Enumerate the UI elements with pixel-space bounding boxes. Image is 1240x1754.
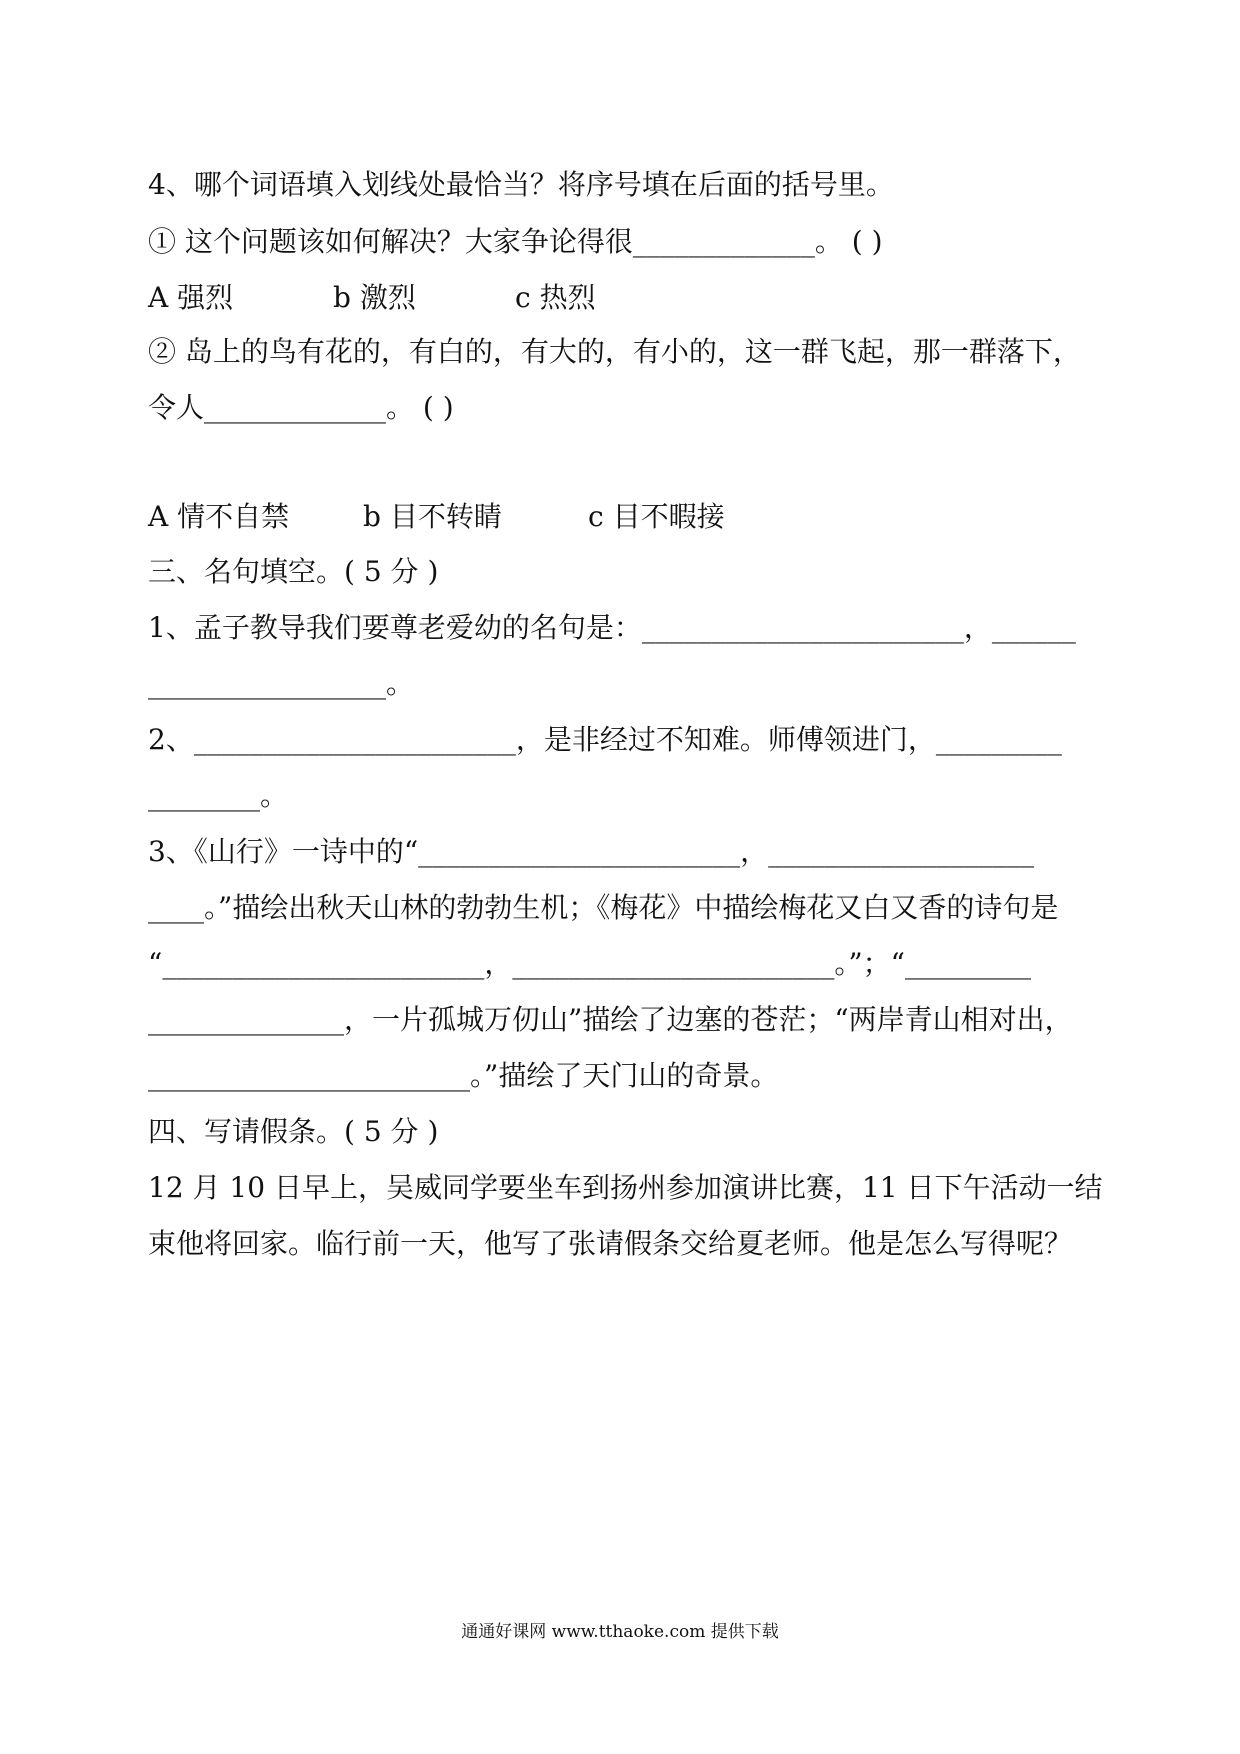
item-2-option-a: A 情不自禁 <box>148 500 290 533</box>
footer: 通通好课网 www.tthaoke.com 提供下载 <box>461 1622 779 1642</box>
section-3-line-8: ______________，一片孤城万仞山”描绘了边塞的苍茫；“两岸青山相对出， <box>148 1003 1073 1036</box>
item-2-option-b: b 目不转睛 <box>363 500 502 533</box>
section-4-line-1: 12 月 10 日早上，吴威同学要坐车到扬州参加演讲比赛，11 日下午活动一结 <box>148 1171 1103 1204</box>
section-3-line-3: 2、_______________________，是非经过不知难。师傅领进门，_________ <box>148 723 1062 756</box>
section-4-heading: 四、写请假条。( 5 分 ) <box>148 1115 439 1148</box>
question-4-item-2-line-1: ② 岛上的鸟有花的，有白的，有大的，有小的，这一群飞起，那一群落下， <box>148 335 1081 368</box>
item-1-option-c: c 热烈 <box>515 281 596 314</box>
section-3-line-1: 1、孟子教导我们要尊老爱幼的名句是：_______________________，______ <box>148 611 1076 644</box>
section-3-heading: 三、名句填空。( 5 分 ) <box>148 555 439 588</box>
item-1-option-b: b 激烈 <box>333 281 416 314</box>
section-4-line-2: 束他将回家。临行前一天，他写了张请假条交给夏老师。他是怎么写得呢？ <box>148 1227 1073 1260</box>
item-2-option-c: c 目不暇接 <box>588 500 725 533</box>
question-4-item-2-line-2: 令人_____________。 ( ) <box>148 391 454 424</box>
question-4-item-1: ① 这个问题该如何解决？大家争论得很_____________。 ( ) <box>148 225 883 258</box>
section-3-line-9: _______________________。”描绘了天门山的奇景。 <box>148 1059 779 1092</box>
section-3-line-4: ________。 <box>148 779 289 812</box>
question-4-prompt: 4、哪个词语填入划线处最恰当？将序号填在后面的括号里。 <box>148 168 894 201</box>
section-3-line-5: 3、《山行》一诗中的“_______________________，___________________ <box>148 835 1035 868</box>
section-3-line-2: _________________。 <box>148 667 415 700</box>
section-3-line-7: “_______________________，_______________________。”；“_________ <box>148 947 1031 980</box>
item-1-option-a: A 强烈 <box>148 281 234 314</box>
section-3-line-6: ____。”描绘出秋天山林的勃勃生机；《梅花》中描绘梅花又白又香的诗句是 <box>148 891 1059 924</box>
